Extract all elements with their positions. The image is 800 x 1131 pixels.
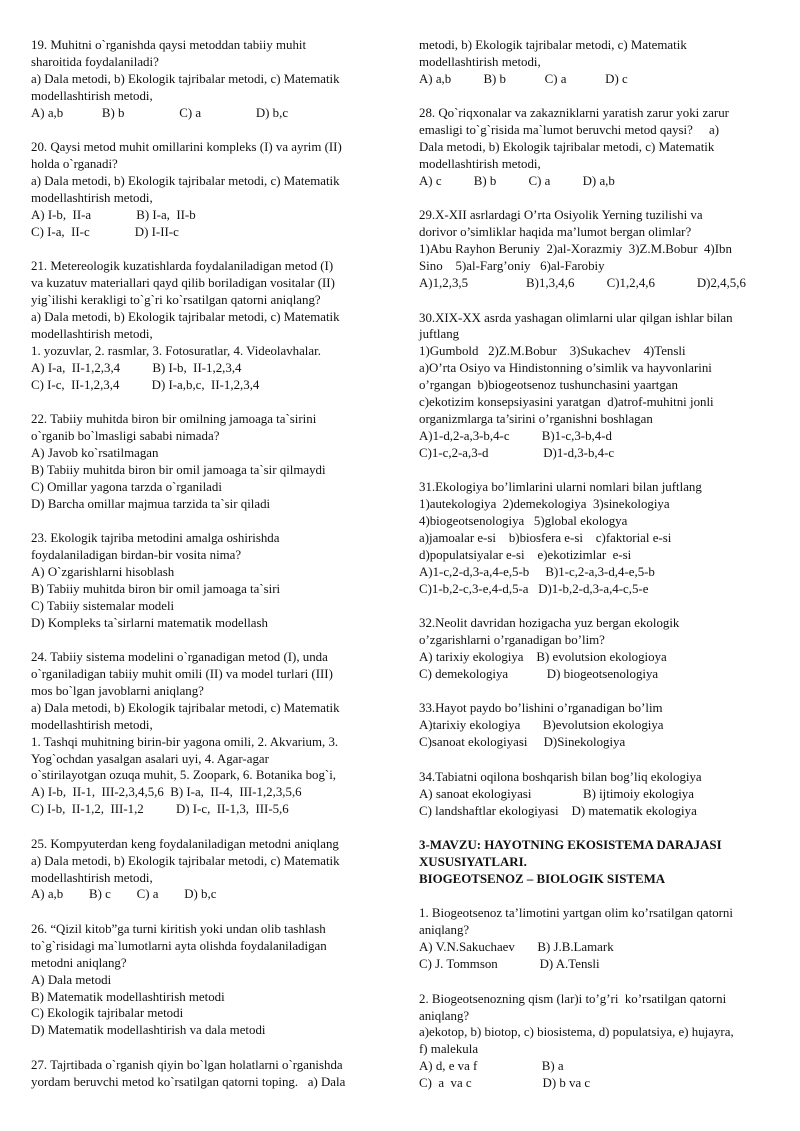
text-line: 27. Tajrtibada o`rganish qiyin bo`lgan holatlarni o`rganishda — [31, 1057, 343, 1072]
text-line: A) d, e va f B) a — [419, 1059, 564, 1074]
text-line: 32.Neolit davridan hozigacha yuz bergan ekologik — [419, 616, 680, 631]
text-line: C) demekologiya D) biogeotsenologiya — [419, 666, 659, 681]
question-block — [419, 700, 779, 751]
text-line: holda o`rganadi? — [31, 157, 118, 172]
text-line: 4)biogeotsenologiya 5)global ekologya — [419, 514, 628, 529]
text-line: modellashtirish metodi, — [31, 88, 153, 103]
text-line: modellashtirish metodi, — [31, 870, 153, 885]
text-line: o`stirilayotgan ozuqa muhit, 5. Zoopark, 6. Botanika bog`i, — [31, 768, 337, 783]
text-line: C) J. Tommson D) A.Tensli — [419, 957, 600, 972]
text-line: A) a,b B) b C) a D) c — [419, 71, 628, 86]
text-line: A) c B) b C) a D) a,b — [419, 173, 615, 188]
text-line: A) I-a, II-1,2,3,4 B) I-b, II-1,2,3,4 — [31, 360, 242, 375]
text-line: modellashtirish metodi, — [31, 190, 153, 205]
text-line: 1)Gumbold 2)Z.M.Bobur 3)Sukachev 4)Tensli — [419, 344, 686, 359]
text-line: C) Tabiiy sistemalar modeli — [31, 598, 175, 613]
text-line: B) Tabiiy muhitda biron bir omil jamoaga ta`siri — [31, 581, 281, 596]
text-line: to`g`risidagi ma`lumotlarni ayta olishda foydalaniladigan — [31, 938, 327, 953]
text-line: A) Dala metodi — [31, 972, 112, 987]
text-line: A) tarixiy ekologiya B) evolutsion ekologioya — [419, 650, 667, 665]
text-line: C)1-c,2-a,3-d D)1-d,3-b,4-c — [419, 445, 615, 460]
text-line: a)O’rta Osiyo va Hindistonning o’simlik va hayvonlarini — [419, 361, 712, 376]
text-line: 24. Tabiiy sistema modelini o`rganadigan metod (I), unda — [31, 650, 328, 665]
text-line: f) malekula — [419, 1042, 479, 1057]
text-line: va kuzatuv materiallari qayd qilib boriladigan vositalar (II) — [31, 276, 335, 291]
text-line: 26. “Qizil kitob”ga turni kiritish yoki undan olib tashlash — [31, 921, 326, 936]
text-line: a) Dala metodi, b) Ekologik tajribalar metodi, c) Matematik — [31, 309, 340, 324]
section-heading — [419, 837, 779, 888]
text-line: 34.Tabiatni oqilona boshqarish bilan bog’liq ekologiya — [419, 769, 702, 784]
text-line: a)ekotop, b) biotop, c) biosistema, d) populatsiya, e) hujayra, — [419, 1025, 734, 1040]
text-line: A) sanoat ekologiyasi B) ijtimoiy ekologiya — [419, 786, 694, 801]
text-line: 1. Biogeotsenoz ta’limotini yartgan olim ko’rsatilgan qatorni — [419, 906, 733, 921]
text-line: 3-MAVZU: HAYOTNING EKOSISTEMA DARAJASI — [419, 838, 722, 853]
right-column — [419, 37, 779, 1110]
text-line: D) Kompleks ta`sirlarni matematik modellash — [31, 615, 268, 630]
text-line: 21. Metereologik kuzatishlarda foydalaniladigan metod (I) — [31, 259, 334, 274]
text-line: metodni aniqlang? — [31, 955, 127, 970]
question-block — [419, 105, 779, 190]
text-line: A)1-c,2-d,3-a,4-e,5-b B)1-c,2-a,3-d,4-e,5-b — [419, 564, 655, 579]
text-line: o`rganiladigan tabiiy muhit omili (II) va model turlari (III) — [31, 666, 333, 681]
text-line: a) Dala metodi, b) Ekologik tajribalar metodi, c) Matematik — [31, 853, 340, 868]
text-line: a) Dala metodi, b) Ekologik tajribalar metodi, c) Matematik — [31, 71, 340, 86]
text-line: B) Tabiiy muhitda biron bir omil jamoaga ta`sir qilmaydi — [31, 462, 326, 477]
text-line: C) a va c D) b va c — [419, 1076, 591, 1091]
text-line: 23. Ekologik tajriba metodini amalga oshirishda — [31, 531, 280, 546]
text-line: a) Dala metodi, b) Ekologik tajribalar metodi, c) Matematik — [31, 700, 340, 715]
question-block — [419, 207, 779, 292]
question-block — [31, 258, 389, 393]
question-block — [31, 37, 389, 122]
text-line: A) O`zgarishlarni hisoblash — [31, 564, 175, 579]
text-line: A)1-d,2-a,3-b,4-c B)1-c,3-b,4-d — [419, 428, 612, 443]
text-line: A)1,2,3,5 B)1,3,4,6 C)1,2,4,6 D)2,4,5,6 — [419, 276, 746, 291]
text-line: 30.XIX-XX asrda yashagan olimlarni ular qilgan ishlar bilan — [419, 310, 733, 325]
text-line: d)populatsiyalar e-si e)ekotizimlar e-si — [419, 547, 632, 562]
text-line: sharoitida foydalaniladi? — [31, 54, 159, 69]
text-line: 1)Abu Rayhon Beruniy 2)al-Xorazmiy 3)Z.M.Bobur 4)Ibn — [419, 242, 732, 257]
text-line: aniqlang? — [419, 1008, 470, 1023]
text-line: A) a,b B) b C) a D) b,c — [31, 105, 289, 120]
text-line: A)tarixiy ekologiya B)evolutsion ekologiya — [419, 718, 664, 733]
text-line: C) I-b, II-1,2, III-1,2 D) I-c, II-1,3, III-5,6 — [31, 802, 289, 817]
text-line: D) Matematik modellashtirish va dala metodi — [31, 1023, 266, 1038]
text-line: 22. Tabiiy muhitda biron bir omilning jamoaga ta`sirini — [31, 412, 317, 426]
text-line: C)sanoat ekologiyasi D)Sinekologiya — [419, 735, 626, 750]
text-line: XUSUSIYATLARI. — [419, 855, 527, 869]
text-line: C) I-c, II-1,2,3,4 D) I-a,b,c, II-1,2,3,4 — [31, 377, 260, 392]
question-block — [419, 310, 779, 462]
text-line: A) I-b, II-1, III-2,3,4,5,6 B) I-a, II-4, III-1,2,3,5,6 — [31, 785, 302, 800]
text-line: A) V.N.Sakuchaev B) J.B.Lamark — [419, 940, 614, 955]
text-line: A) a,b B) c C) a D) b,c — [31, 887, 217, 902]
text-line: a)jamoalar e-si b)biosfera e-si c)faktorial e-si — [419, 531, 672, 546]
text-line: c)ekotizim konsepsiyasini yaratgan d)atrof-muhitni jonli — [419, 395, 714, 410]
text-line: A) I-b, II-a B) I-a, II-b — [31, 207, 196, 222]
text-line: o`rganib bo`lmasligi sababi nimada? — [31, 428, 220, 443]
text-line: 28. Qo`riqxonalar va zakazniklarni yaratish zarur yoki zarur — [419, 106, 729, 121]
text-line: a) Dala metodi, b) Ekologik tajribalar metodi, c) Matematik — [31, 173, 340, 188]
text-line: 1)autekologiya 2)demekologiya 3)sinekologiya — [419, 497, 670, 512]
text-line: modellashtirish metodi, — [419, 157, 541, 172]
text-line: 25. Kompyuterdan keng foydalaniladigan metodni aniqlang — [31, 836, 339, 851]
text-line: 19. Muhitni o`rganishda qaysi metoddan tabiiy muhit — [31, 38, 307, 52]
text-line: modellashtirish metodi, — [31, 717, 153, 732]
text-line: Yog`ochdan yasalgan asalari uyi, 4. Agar-agar — [31, 751, 269, 766]
question-block — [31, 1057, 389, 1091]
question-block — [31, 649, 389, 818]
text-line: C)1-b,2-c,3-e,4-d,5-a D)1-b,2-d,3-a,4-c,5-e — [419, 581, 649, 596]
text-line: aniqlang? — [419, 923, 470, 938]
text-line: modellashtirish metodi, — [31, 326, 153, 341]
text-line: metodi, b) Ekologik tajribalar metodi, c) Matematik — [419, 38, 687, 52]
question-block — [419, 615, 779, 683]
text-line: 33.Hayot paydo bo’lishini o’rganadigan bo’lim — [419, 701, 663, 716]
question-block — [419, 769, 779, 820]
text-line: A) Javob ko`rsatilmagan — [31, 445, 159, 460]
question-block — [31, 530, 389, 631]
text-line: emasligi to`g`risida ma`lumot beruvchi metod qaysi? a) — [419, 123, 719, 138]
text-line: modellashtirish metodi, — [419, 54, 541, 69]
text-line: C) landshaftlar ekologiyasi D) matematik ekologiya — [419, 803, 697, 818]
text-line: 31.Ekologiya bo’limlarini ularni nomlari bilan juftlang — [419, 480, 702, 495]
question-block — [31, 139, 389, 240]
text-line: 20. Qaysi metod muhit omillarini kompleks (I) va ayrim (II) — [31, 140, 342, 155]
text-line: mos bo`lgan javoblarni aniqlang? — [31, 683, 204, 698]
question-block — [31, 921, 389, 1039]
text-line: Dala metodi, b) Ekologik tajribalar metodi, c) Matematik — [419, 140, 715, 155]
question-block — [419, 479, 779, 597]
question-block — [419, 37, 779, 88]
text-line: dorivor o’simliklar haqida ma’lumot bergan olimlar? — [419, 225, 692, 240]
text-line: C) Omillar yagona tarzda o`rganiladi — [31, 479, 222, 494]
text-line: BIOGEOTSENOZ – BIOLOGIK SISTEMA — [419, 871, 666, 886]
text-line: o’zgarishlarni o’rganadigan bo’lim? — [419, 633, 605, 648]
text-line: organizmlarga ta’sirini o’rganishni boshlagan — [419, 412, 653, 426]
text-line: B) Matematik modellashtirish metodi — [31, 989, 225, 1004]
text-line: 1. yozuvlar, 2. rasmlar, 3. Fotosuratlar, 4. Videolavhalar. — [31, 343, 321, 358]
text-line: yordam beruvchi metod ko`rsatilgan qatorni toping. a) Dala — [31, 1074, 346, 1089]
text-line: 1. Tashqi muhitning birin-bir yagona omili, 2. Akvarium, 3. — [31, 734, 339, 749]
question-block — [419, 991, 779, 1092]
text-line: C) I-a, II-c D) I-II-c — [31, 224, 179, 239]
left-column — [31, 37, 389, 1108]
text-line: foydalaniladigan birdan-bir vosita nima? — [31, 547, 242, 562]
text-line: Sino 5)al-Farg’oniy 6)al-Farobiy — [419, 259, 605, 274]
question-block — [419, 905, 779, 973]
text-line: D) Barcha omillar majmua tarzida ta`sir qiladi — [31, 496, 271, 511]
question-block — [31, 836, 389, 904]
text-line: juftlang — [419, 327, 460, 342]
text-line: 29.X-XII asrlardagi O’rta Osiyolik Yerning tuzilishi va — [419, 208, 703, 223]
text-line: yig`ilishi kerakligi to`g`ri ko`rsatilgan qatorni aniqlang? — [31, 292, 321, 307]
question-block — [31, 411, 389, 512]
text-line: C) Ekologik tajribalar metodi — [31, 1006, 184, 1021]
text-line: 2. Biogeotsenozning qism (lar)i to’g’ri ko’rsatilgan qatorni — [419, 991, 727, 1006]
text-line: o’rgangan b)biogeotsenoz tushunchasini yaartgan — [419, 378, 678, 393]
